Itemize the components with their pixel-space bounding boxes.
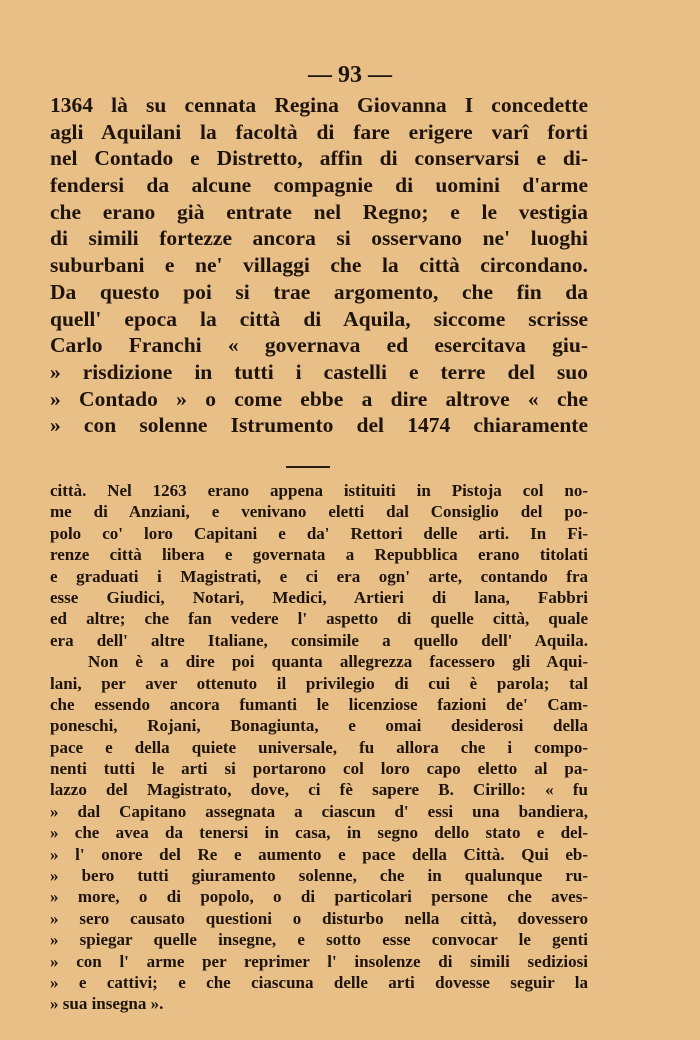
footnote-text (50, 480, 588, 1015)
text-line: che erano già entrate nel Regno; e le vestigia (50, 199, 588, 224)
main-text (50, 92, 588, 439)
footnote-line: » dal Capitano assegnata a ciascun d' essi una bandiera, (50, 801, 588, 821)
footnote-line: esse Giudici, Notari, Medici, Artieri di lana, Fabbri (50, 587, 588, 607)
footnote-line: » sua insegna ». (50, 994, 164, 1014)
footnote-line: » more, o di popolo, o di particolari persone che aves- (50, 887, 588, 907)
text-line: » Contado » o come ebbe a dire altrove « che (50, 386, 588, 411)
text-line: Da questo poi si trae argomento, che fin da (50, 279, 588, 304)
footnote-line: » che avea da tenersi in casa, in segno dello stato e del- (50, 823, 588, 843)
footnote-line: renze città libera e governata a Repubblica erano titolati (50, 545, 588, 565)
text-line: agli Aquilani la facoltà di fare erigere varî forti (50, 119, 588, 144)
footnote-line: » e cattivi; e che ciascuna delle arti dovesse seguir la (50, 972, 588, 992)
text-line: Carlo Franchi « governava ed esercitava giu- (50, 333, 588, 358)
footnote-line: nenti tutti le arti si portarono col loro capo eletto al pa- (50, 759, 588, 779)
text-line: di simili fortezze ancora si osservano ne' luoghi (50, 226, 588, 251)
footnote-line: » bero tutti giuramento solenne, che in qualunque ru- (50, 866, 588, 886)
footnote-divider (286, 466, 330, 468)
text-line: quell' epoca la città di Aquila, siccome scrisse (50, 306, 588, 331)
footnote-line: città. Nel 1263 erano appena istituiti in Pistoja col no- (50, 481, 588, 500)
footnote-line: » con l' arme per reprimer l' insolenze di simili sediziosi (50, 951, 588, 971)
text-line: » con solenne Istrumento del 1474 chiaramente (50, 413, 588, 438)
text-line: suburbani e ne' villaggi che la città circondano. (50, 253, 588, 278)
footnote-line: me di Anziani, e venivano eletti dal Consiglio del po- (50, 502, 588, 522)
text-line: » risdizione in tutti i castelli e terre del suo (50, 359, 588, 384)
footnote-line: poneschi, Rojani, Bonagiunta, e omai desiderosi della (50, 716, 588, 736)
footnote-line: lani, per aver ottenuto il privilegio di cui è parola; tal (50, 673, 588, 693)
footnote-line: » spiegar quelle insegne, e sotto esse convocar le genti (50, 930, 588, 950)
text-line: nel Contado e Distretto, affin di conservarsi e di- (50, 146, 588, 171)
footnote-line: che essendo ancora fumanti le licenziose fazioni de' Cam- (50, 694, 588, 714)
footnote-line: polo co' loro Capitani e da' Rettori delle arti. In Fi- (50, 523, 588, 543)
footnote-line: era dell' altre Italiane, consimile a quello dell' Aquila. (50, 630, 588, 650)
footnote-line: » sero causato questioni o disturbo nella città, dovessero (50, 908, 588, 928)
footnote-line: e graduati i Magistrati, e ci era ogn' arte, contando fra (50, 566, 588, 586)
footnote-line: Non è a dire poi quanta allegrezza facessero gli Aqui- (88, 652, 588, 672)
footnote-line: » l' onore del Re e aumento e pace della Città. Qui eb- (50, 844, 588, 864)
text-line: fendersi da alcune compagnie di uomini d'arme (50, 173, 588, 198)
footnote-line: ed altre; che fan vedere l' aspetto di quelle città, quale (50, 609, 588, 629)
page-number: — 93 — (308, 62, 392, 88)
footnote-line: lazzo del Magistrato, dove, ci fè sapere B. Cirillo: « fu (50, 780, 588, 800)
text-line: 1364 là su cennata Regina Giovanna I concedette (50, 93, 588, 117)
footnote-line: pace e della quiete universale, fu allora che i compo- (50, 737, 588, 757)
